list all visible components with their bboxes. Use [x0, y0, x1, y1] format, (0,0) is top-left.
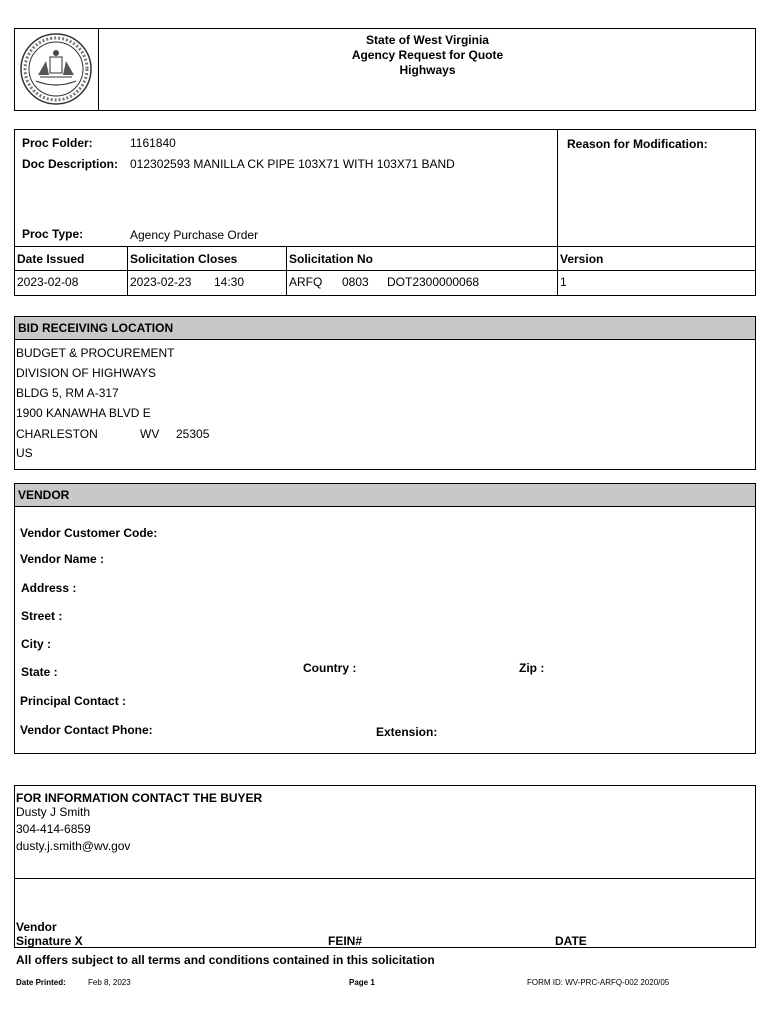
solicitation-prefix: ARFQ — [289, 275, 323, 289]
form-id: FORM ID: WV-PRC-ARFQ-002 2020/05 — [527, 978, 670, 987]
state-seal-icon — [18, 31, 94, 107]
vendor-name-label: Vendor Name : — [20, 552, 105, 566]
bid-location-city: CHARLESTON — [16, 427, 98, 441]
reason-for-modification-label: Reason for Modification: — [567, 137, 708, 151]
col-header-date-issued: Date Issued — [17, 252, 85, 266]
proc-folder-value: 1161840 — [130, 136, 176, 150]
bid-location-line-4: 1900 KANAWHA BLVD E — [16, 406, 151, 420]
date-printed-label: Date Printed: — [16, 978, 66, 987]
vendor-heading: VENDOR — [15, 484, 755, 507]
terms-notice: All offers subject to all terms and conditions contained in this solicitation — [16, 953, 435, 967]
vendor-state-label: State : — [21, 665, 58, 679]
vendor-city-label: City : — [21, 637, 51, 651]
date-issued-value: 2023-02-08 — [17, 275, 79, 289]
signature-x-label: Signature X — [16, 934, 83, 948]
vendor-country-label: Country : — [303, 661, 357, 675]
proc-type-label: Proc Type: — [22, 227, 84, 241]
vendor-principal-contact-label: Principal Contact : — [20, 694, 127, 708]
solicitation-agency: 0803 — [342, 275, 369, 289]
closes-date-value: 2023-02-23 — [130, 275, 192, 289]
vendor-street-label: Street : — [21, 609, 63, 623]
vendor-customer-code-label: Vendor Customer Code: — [20, 526, 158, 540]
bid-location-zip: 25305 — [176, 427, 210, 441]
vendor-extension-label: Extension: — [376, 725, 438, 739]
proc-folder-label: Proc Folder: — [22, 136, 93, 150]
vendor-address-label: Address : — [21, 581, 77, 595]
buyer-heading: FOR INFORMATION CONTACT THE BUYER — [16, 791, 263, 805]
vendor-contact-phone-label: Vendor Contact Phone: — [20, 723, 153, 737]
buyer-divider — [14, 878, 756, 879]
col-header-solicitation-closes: Solicitation Closes — [130, 252, 238, 266]
col-divider-2 — [286, 246, 287, 296]
bid-location-state: WV — [140, 427, 160, 441]
bid-location-line-2: DIVISION OF HIGHWAYS — [16, 366, 157, 380]
buyer-name: Dusty J Smith — [16, 805, 91, 819]
date-printed-value: Feb 8, 2023 — [88, 978, 131, 987]
date-label: DATE — [555, 934, 587, 948]
vendor-box — [14, 483, 756, 754]
doc-description-label: Doc Description: — [22, 157, 119, 171]
vendor-zip-label: Zip : — [519, 661, 545, 675]
buyer-email: dusty.j.smith@wv.gov — [16, 839, 131, 853]
header-title-arfq: Agency Request for Quote — [351, 48, 504, 62]
solicitation-number: DOT2300000068 — [387, 275, 480, 289]
buyer-phone: 304-414-6859 — [16, 822, 91, 836]
header-title-state: State of West Virginia — [366, 33, 489, 47]
bid-location-heading: BID RECEIVING LOCATION — [15, 317, 755, 340]
bid-location-line-3: BLDG 5, RM A-317 — [16, 386, 119, 400]
bid-location-line-1: BUDGET & PROCUREMENT — [16, 346, 175, 360]
col-header-version: Version — [560, 252, 604, 266]
fein-label: FEIN# — [328, 934, 363, 948]
version-value: 1 — [560, 275, 567, 289]
page-number: Page 1 — [349, 978, 375, 987]
closes-time-value: 14:30 — [214, 275, 245, 289]
bid-location-country: US — [16, 446, 33, 460]
header-title-agency: Highways — [399, 63, 456, 77]
proc-type-value: Agency Purchase Order — [130, 228, 259, 242]
signature-vendor-label: Vendor — [16, 920, 57, 934]
columns-mid-line — [14, 270, 756, 271]
col-divider-1 — [127, 246, 128, 296]
columns-top-line — [14, 246, 756, 247]
doc-description-value: 012302593 MANILLA CK PIPE 103X71 WITH 103X71 BAND — [130, 157, 455, 171]
buyer-box — [14, 785, 756, 948]
col-header-solicitation-no: Solicitation No — [289, 252, 373, 266]
